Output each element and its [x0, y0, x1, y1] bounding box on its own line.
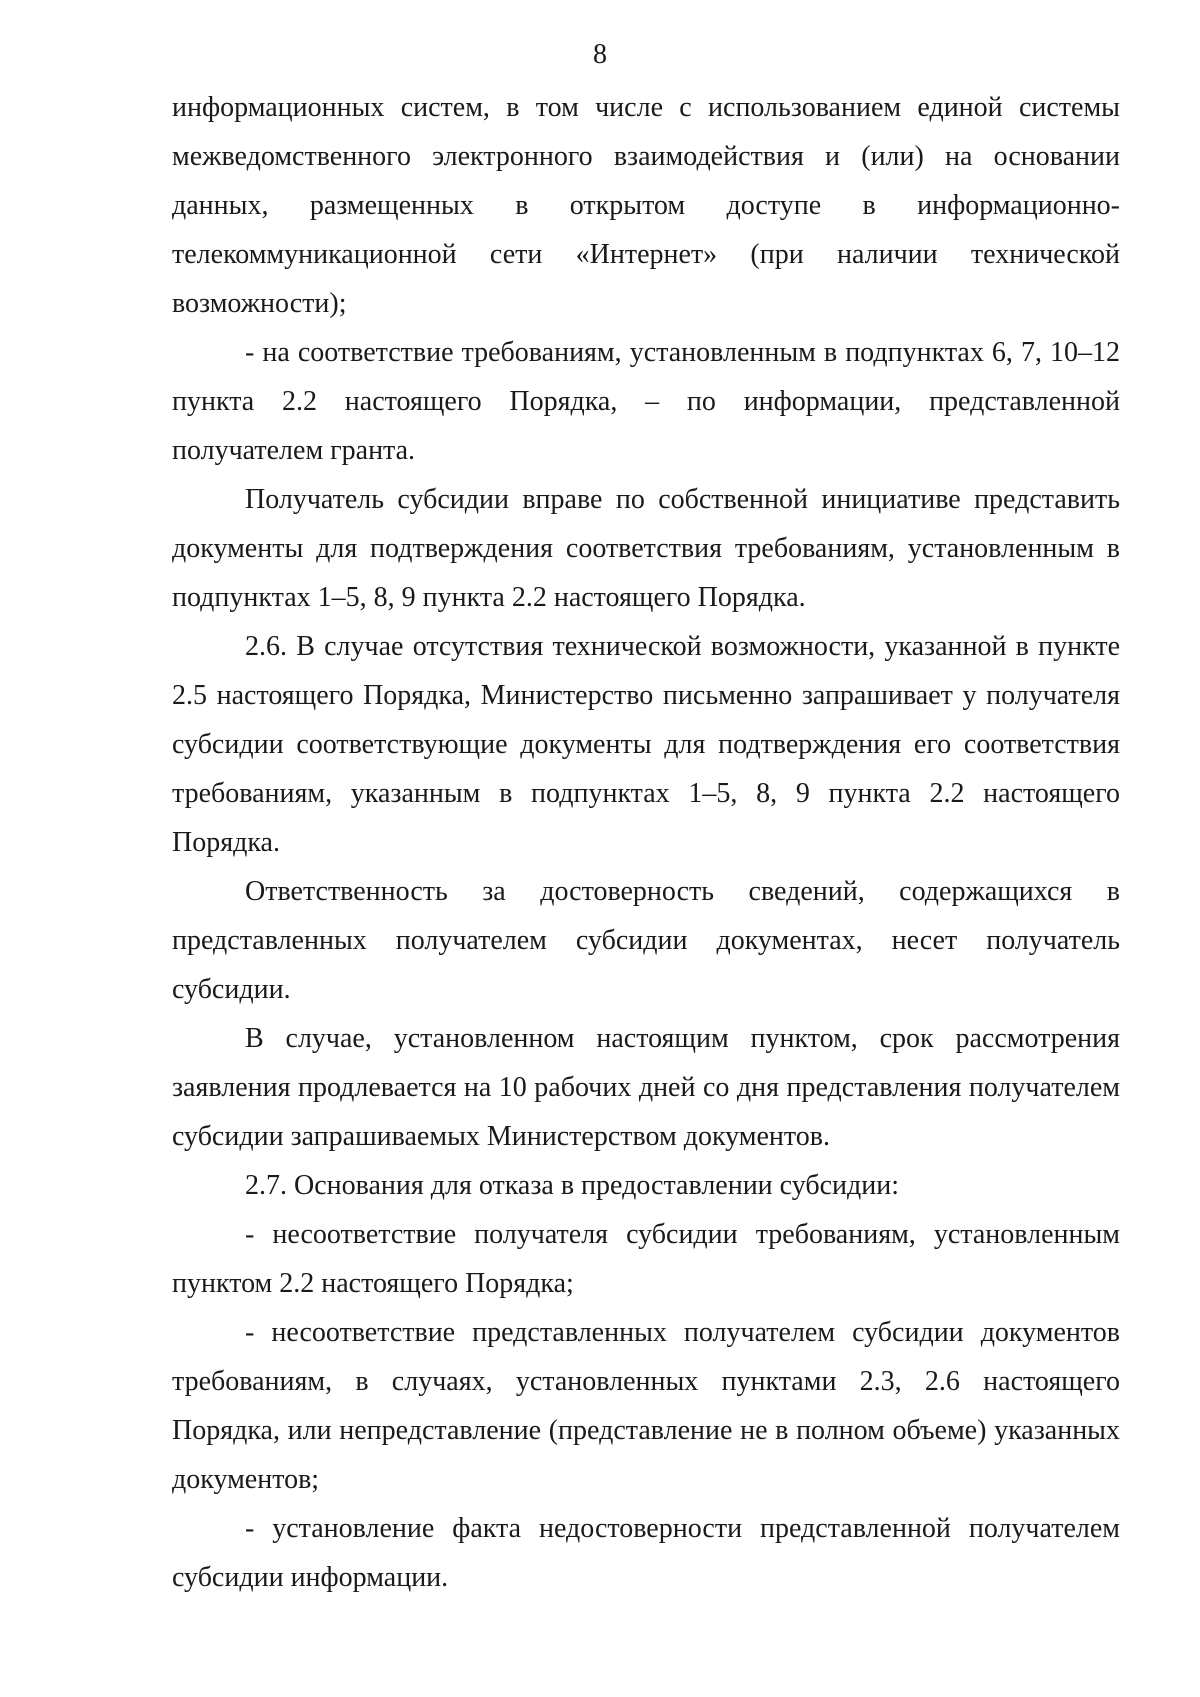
- page-number: 8: [593, 39, 607, 70]
- paragraph-initiative: Получатель субсидии вправе по собственной инициативе представить документы для подтверждения соответствия требованиям, установленным в подпунктах 1–5, 8, 9 пункта 2.2 настоящего Порядка.: [172, 484, 1120, 613]
- paragraph-section-2-7: 2.7. Основания для отказа в предоставлении субсидии:: [245, 1170, 900, 1201]
- paragraph-continuation: информационных систем, в том числе с использованием единой системы межведомственного электронного взаимодействия и (или) на основании данных, размещенных в открытом доступе в информационно-телекоммуникационной сети «Интернет» (при наличии технической возможности);: [172, 92, 1120, 319]
- paragraph-refusal-reason-1: - несоответствие получателя субсидии требованиям, установленным пунктом 2.2 настоящего Порядка;: [172, 1219, 1120, 1299]
- paragraph-responsibility: Ответственность за достоверность сведений, содержащихся в представленных получателем субсидии документах, несет получатель субсидии.: [172, 876, 1120, 1005]
- paragraph-term-extension: В случае, установленном настоящим пунктом, срок рассмотрения заявления продлевается на 10 рабочих дней со дня представления получателем субсидии запрашиваемых Министерством документов.: [172, 1023, 1120, 1152]
- paragraph-section-2-6: 2.6. В случае отсутствия технической возможности, указанной в пункте 2.5 настоящего Порядка, Министерство письменно запрашивает у получателя субсидии соответствующие документы для подтверждения его соответствия требованиям, указанным в подпунктах 1–5, 8, 9 пункта 2.2 настоящего Порядка.: [172, 631, 1120, 858]
- paragraph-refusal-reason-2: - несоответствие представленных получателем субсидии документов требованиям, в случаях, установленных пунктами 2.3, 2.6 настоящего Порядка, или непредставление (представление не в полном объеме) указанных документов;: [172, 1317, 1120, 1495]
- document-body: [172, 83, 1120, 1602]
- paragraph-requirements-check: - на соответствие требованиям, установленным в подпунктах 6, 7, 10–12 пункта 2.2 настоящего Порядка, – по информации, представленной получателем гранта.: [172, 337, 1120, 466]
- paragraph-refusal-reason-3: - установление факта недостоверности представленной получателем субсидии информации.: [172, 1513, 1120, 1593]
